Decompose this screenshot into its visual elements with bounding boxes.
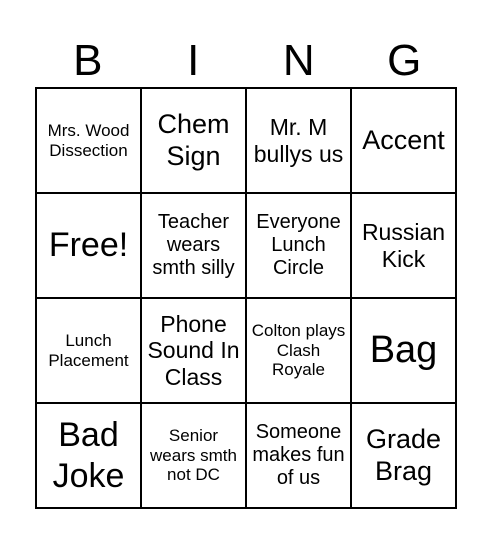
header-letter-n: N [282, 36, 315, 85]
bingo-cell[interactable]: Colton plays Clash Royale [246, 298, 351, 403]
header-letter-i: I [187, 36, 200, 85]
bingo-cell[interactable]: Everyone Lunch Circle [246, 193, 351, 298]
bingo-cell[interactable]: Lunch Placement [36, 298, 141, 403]
bingo-cell[interactable]: Accent [351, 88, 456, 193]
bingo-cell[interactable]: Teacher wears smth silly [141, 193, 246, 298]
bingo-cell[interactable]: Bad Joke [36, 403, 141, 508]
bingo-cell[interactable]: Bag [351, 298, 456, 403]
bingo-header [35, 36, 457, 86]
header-letter-g: G [387, 36, 422, 85]
bingo-cell[interactable]: Someone makes fun of us [246, 403, 351, 508]
header-letter-b: B [73, 36, 103, 85]
bingo-cell[interactable]: Grade Brag [351, 403, 456, 508]
bingo-cell[interactable]: Chem Sign [141, 88, 246, 193]
bingo-cell[interactable]: Phone Sound In Class [141, 298, 246, 403]
bingo-cell[interactable]: Mrs. Wood Dissection [36, 88, 141, 193]
bingo-cell-free[interactable]: Free! [36, 193, 141, 298]
bingo-board [35, 87, 457, 509]
bingo-cell[interactable]: Mr. M bullys us [246, 88, 351, 193]
bingo-cell[interactable]: Russian Kick [351, 193, 456, 298]
bingo-cell[interactable]: Senior wears smth not DC [141, 403, 246, 508]
